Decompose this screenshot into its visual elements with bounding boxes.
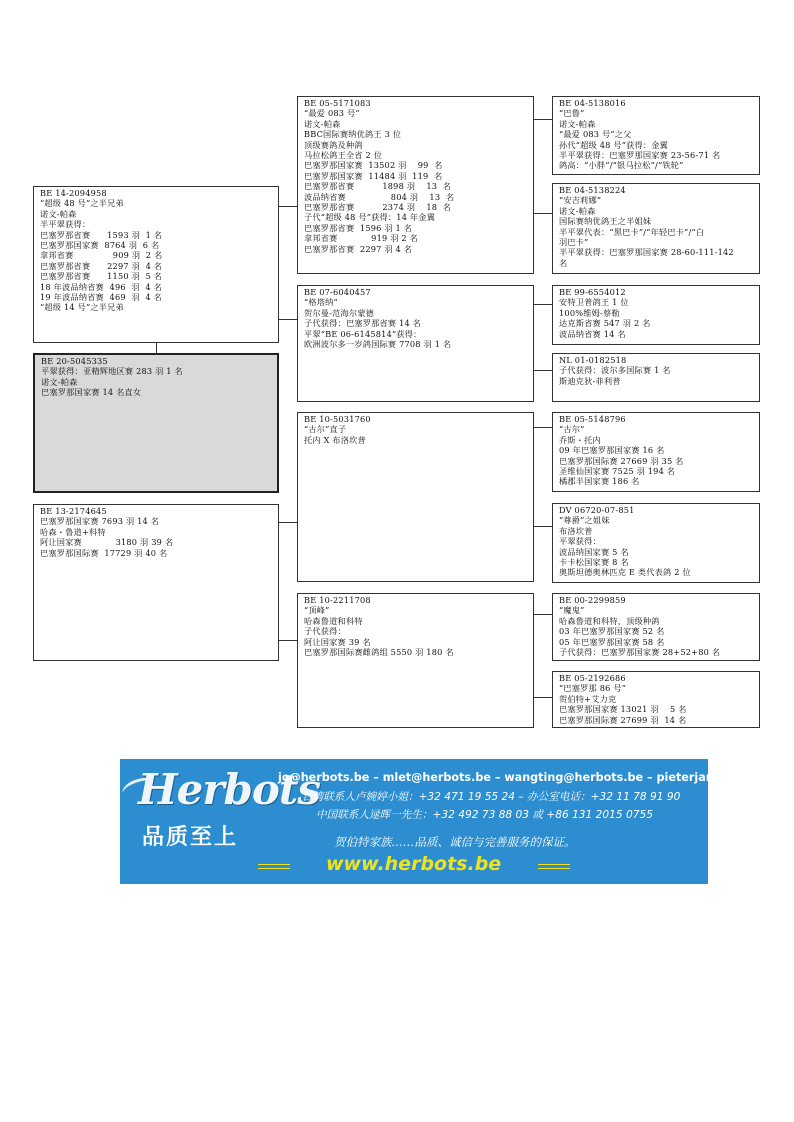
pedigree-grandsire-1 xyxy=(297,96,534,274)
connector xyxy=(533,213,553,214)
pedigree-subject xyxy=(33,353,279,493)
pedigree-line: 巴塞罗那省赛 1150 羽 5 名 xyxy=(40,271,163,282)
pedigree-greatgranddam-2 xyxy=(552,353,760,402)
pedigree-line: 哈森鲁道和科特 xyxy=(304,615,363,626)
pedigree-line: 达克斯省赛 547 羽 2 名 xyxy=(559,318,651,329)
pedigree-line: 欧洲波尔多一岁鸽国际赛 7708 羽 1 名 xyxy=(304,339,452,350)
pedigree-line: 阿让国家赛 3180 羽 39 名 xyxy=(40,537,174,548)
connector xyxy=(533,526,553,527)
pedigree-line: 名 xyxy=(559,257,568,268)
pedigree-line: “尊爵”之姐妹 xyxy=(559,515,610,526)
ring-number: BE 07-6040457 xyxy=(304,287,371,297)
pedigree-dam xyxy=(33,504,279,661)
ring-number: BE 05-2192686 xyxy=(559,673,626,683)
connector xyxy=(278,319,298,320)
ring-number: BE 04-5138224 xyxy=(559,185,626,195)
pedigree-line: 卡卡松国家赛 8 名 xyxy=(559,557,629,568)
pedigree-line: 子代“超级 48 号”获得：14 年金翼 xyxy=(304,212,436,223)
pedigree-line: 贺伯特+艾力克 xyxy=(559,693,617,704)
pedigree-line: 奥斯坦德奥林匹克 E 类代表鸽 2 位 xyxy=(559,567,691,578)
ring-number: BE 14-2094958 xyxy=(40,188,107,198)
pedigree-greatgranddam-4 xyxy=(552,671,760,728)
pedigree-line: 巴塞罗那国家赛 13502 羽 99 名 xyxy=(304,160,443,171)
pedigree-line: 巴塞罗那省赛 2297 羽 4 名 xyxy=(40,260,163,271)
pedigree-line: 半平翠代表：“黑巴卡”/“年轻巴卡”/“白 xyxy=(559,226,705,237)
pedigree-granddam-2 xyxy=(297,593,534,728)
pedigree-line: 09 年巴塞罗那国家赛 16 名 xyxy=(559,445,665,456)
pedigree-line: “最爱 083 号” xyxy=(304,108,360,119)
pedigree-line: 哈森鲁道和科特，顶级种鸽 xyxy=(559,615,660,626)
pedigree-line: “魔鬼” xyxy=(559,605,585,616)
pedigree-line: 波品纳省赛 14 名 xyxy=(559,328,626,339)
pedigree-line: “古尔”直子 xyxy=(304,424,347,435)
pedigree-greatgrandsire-4 xyxy=(552,593,760,661)
pedigree-line: 巴塞罗那国际赛 27699 羽 14 名 xyxy=(559,714,687,725)
connector xyxy=(533,697,553,698)
pedigree-line: 半平翠获得：巴塞罗那国家赛 28-60-111-142 xyxy=(559,247,734,258)
banner-slogan: 贺伯特家族……品质、诚信与完善服务的保证。 xyxy=(334,835,576,849)
pedigree-line: 100%维姆-蔡勒 xyxy=(559,307,620,318)
pedigree-line: “古尔” xyxy=(559,424,585,435)
connector xyxy=(533,427,553,428)
pedigree-line: 孙代“超级 48 号”获得：金翼 xyxy=(559,139,669,150)
pedigree-line: 巴塞罗那省赛 2374 羽 18 名 xyxy=(304,202,452,213)
pedigree-line: 平翠“BE 06-6145814”获得： xyxy=(304,328,422,339)
pedigree-line: 国际赛纳优鸽王之半姐妹 xyxy=(559,216,652,227)
pedigree-line: “最爱 083 号”之父 xyxy=(559,129,632,140)
pedigree-line: 拿邦省赛 909 羽 2 名 xyxy=(40,250,163,261)
pedigree-line: 巴塞罗那国际赛 27669 羽 35 名 xyxy=(559,455,684,466)
pedigree-line: 巴塞罗那省赛 2297 羽 4 名 xyxy=(304,243,413,254)
banner-tagline: 品质至上 xyxy=(142,825,239,850)
pedigree-line: 巴塞罗那国家赛 11484 羽 119 名 xyxy=(304,170,443,181)
divider xyxy=(538,864,570,869)
pedigree-line: 诺文-帕森 xyxy=(40,208,77,219)
pedigree-greatgranddam-1 xyxy=(552,183,760,274)
pedigree-line: 波品纳省赛 804 羽 13 名 xyxy=(304,191,455,202)
divider xyxy=(258,864,290,869)
pedigree-line: 子代获得：巴塞罗那国家赛 28+52+80 名 xyxy=(559,647,721,658)
pedigree-line: “超级 48 号”之半兄弟 xyxy=(40,198,124,209)
ring-number: BE 05-5148796 xyxy=(559,414,626,424)
pedigree-granddam-1 xyxy=(297,285,534,402)
pedigree-line: “超级 14 号”之半兄弟 xyxy=(40,302,124,313)
pedigree-line: 子代获得：波尔多国际赛 1 名 xyxy=(559,365,671,376)
pedigree-line: 诺文-帕森 xyxy=(559,118,596,129)
connector xyxy=(533,304,553,305)
pedigree-line: “格塔纳” xyxy=(304,297,338,308)
ring-number: BE 10-2211708 xyxy=(304,595,371,605)
pedigree-line: 子代获得：巴塞罗那省赛 14 名 xyxy=(304,318,422,329)
pedigree-line: 诺文-帕森 xyxy=(304,118,341,129)
ring-number: BE 99-6554012 xyxy=(559,287,626,297)
ring-number: BE 13-2174645 xyxy=(40,506,107,516)
pedigree-line: 贺尔曼-范海尔蒙德 xyxy=(304,307,375,318)
ring-number: BE 05-5171083 xyxy=(304,98,371,108)
pedigree-line: 羽巴卡” xyxy=(559,237,589,248)
herbots-banner xyxy=(120,759,794,884)
connector xyxy=(533,370,553,371)
pedigree-line: 巴塞罗那国际赛 17729 羽 40 名 xyxy=(40,547,168,558)
pedigree-line: “顶峰” xyxy=(304,605,330,616)
ring-number: DV 06720-07-851 xyxy=(559,505,635,515)
pedigree-line: 巴塞罗那国家赛 7693 羽 14 名 xyxy=(40,516,160,527)
pedigree-line: 阿让国家赛 39 名 xyxy=(304,636,371,647)
pedigree-line: 乔斯・托内 xyxy=(559,434,601,445)
pedigree-line: 平翠获得： xyxy=(559,536,601,547)
pedigree-line: 橘郡半国家赛 186 名 xyxy=(559,476,640,487)
pedigree-line: 拿邦省赛 919 羽 2 名 xyxy=(304,233,419,244)
pedigree-line: 巴塞罗那省赛 1898 羽 13 名 xyxy=(304,181,452,192)
pedigree-line: 顶级赛鸽及种鸽 xyxy=(304,139,363,150)
pedigree-line: “安吉莉娜” xyxy=(559,195,602,206)
connector xyxy=(278,206,298,207)
ring-number: BE 20-5045335 xyxy=(41,356,108,366)
pedigree-line: BBC国际赛纳优鸽王 3 位 xyxy=(304,129,402,140)
pedigree-sire xyxy=(33,186,279,343)
china-contact: 中国联系人逯晖一先生：+32 492 73 88 03 或 +86 131 2015 0755 xyxy=(316,809,653,821)
pedigree-line: “巴塞罗那 86 号” xyxy=(559,683,627,694)
pedigree-line: 托内 X 布洛坎普 xyxy=(304,434,366,445)
website-link[interactable]: www.herbots.be xyxy=(326,853,502,875)
pedigree-line: 安特卫普鸽王 1 位 xyxy=(559,297,629,308)
pedigree-line: 19 年波品纳省赛 469 羽 4 名 xyxy=(40,292,162,303)
pedigree-line: 波品纳国家赛 5 名 xyxy=(559,546,629,557)
pedigree-line: 斯迪克狄-菲利普 xyxy=(559,375,621,386)
pedigree-line: 诺文-帕森 xyxy=(559,205,596,216)
pedigree-greatgrandsire-1 xyxy=(552,96,760,175)
connector xyxy=(533,614,553,615)
pedigree-line: 鸽高：“小胖”/“银马拉松”/“铁轮” xyxy=(559,160,684,171)
pedigree-line: 巴塞罗那省赛 1596 羽 1 名 xyxy=(304,222,413,233)
pedigree-line: 巴塞罗那国家赛 13021 羽 5 名 xyxy=(559,704,687,715)
taiwan-contact: 台湾联系人卢婉婷小姐：+32 471 19 55 24 – 办公室电话：+32 11 78 91 90 xyxy=(302,791,681,803)
pedigree-greatgranddam-3 xyxy=(552,503,760,583)
connector xyxy=(278,640,298,641)
pedigree-line: 布洛坎普 xyxy=(559,525,593,536)
pedigree-line: 哈森・鲁道+科特 xyxy=(40,526,106,537)
pedigree-line: 05 年巴塞罗那国家赛 58 名 xyxy=(559,636,665,647)
pedigree-line: 巴塞罗那省赛 1593 羽 1 名 xyxy=(40,229,163,240)
herbots-logo: Herbots xyxy=(138,765,320,814)
pedigree-line: 巴塞罗那国家赛 14 名直女 xyxy=(41,387,142,398)
pedigree-greatgrandsire-2 xyxy=(552,285,760,345)
connector xyxy=(533,119,553,120)
pedigree-grandsire-2 xyxy=(297,412,534,582)
ring-number: BE 00-2299859 xyxy=(559,595,626,605)
pedigree-line: 03 年巴塞罗那国家赛 52 名 xyxy=(559,626,665,637)
pedigree-line: 圣维仙国家赛 7525 羽 194 名 xyxy=(559,466,676,477)
banner-emails[interactable]: jo@herbots.be – mlet@herbots.be – wangting@herbots.be – pieterjan@herbots.be xyxy=(278,771,794,784)
connector xyxy=(278,522,298,523)
pedigree-line: 诺文-帕森 xyxy=(41,376,78,387)
pedigree-line: 平翠获得：亚精辉地区赛 283 羽 1 名 xyxy=(41,366,183,377)
pedigree-line: 巴塞罗那国际赛雌鸽组 5550 羽 180 名 xyxy=(304,647,454,658)
pedigree-greatgrandsire-3 xyxy=(552,412,760,492)
pedigree-line: 半平翠获得：巴塞罗那国家赛 23-56-71 名 xyxy=(559,150,721,161)
pedigree-line: “巴鲁” xyxy=(559,108,585,119)
pedigree-line: 子代获得： xyxy=(304,626,346,637)
pedigree-line: 18 年波品纳省赛 496 羽 4 名 xyxy=(40,281,162,292)
pedigree-line: 巴塞罗那国家赛 8764 羽 6 名 xyxy=(40,240,160,251)
ring-number: NL 01-0182518 xyxy=(559,355,627,365)
pedigree-line: 马拉松鸽王全省 2 位 xyxy=(304,150,383,161)
ring-number: BE 04-5138016 xyxy=(559,98,626,108)
ring-number: BE 10-5031760 xyxy=(304,414,371,424)
pedigree-line: 半平翠获得： xyxy=(40,219,91,230)
